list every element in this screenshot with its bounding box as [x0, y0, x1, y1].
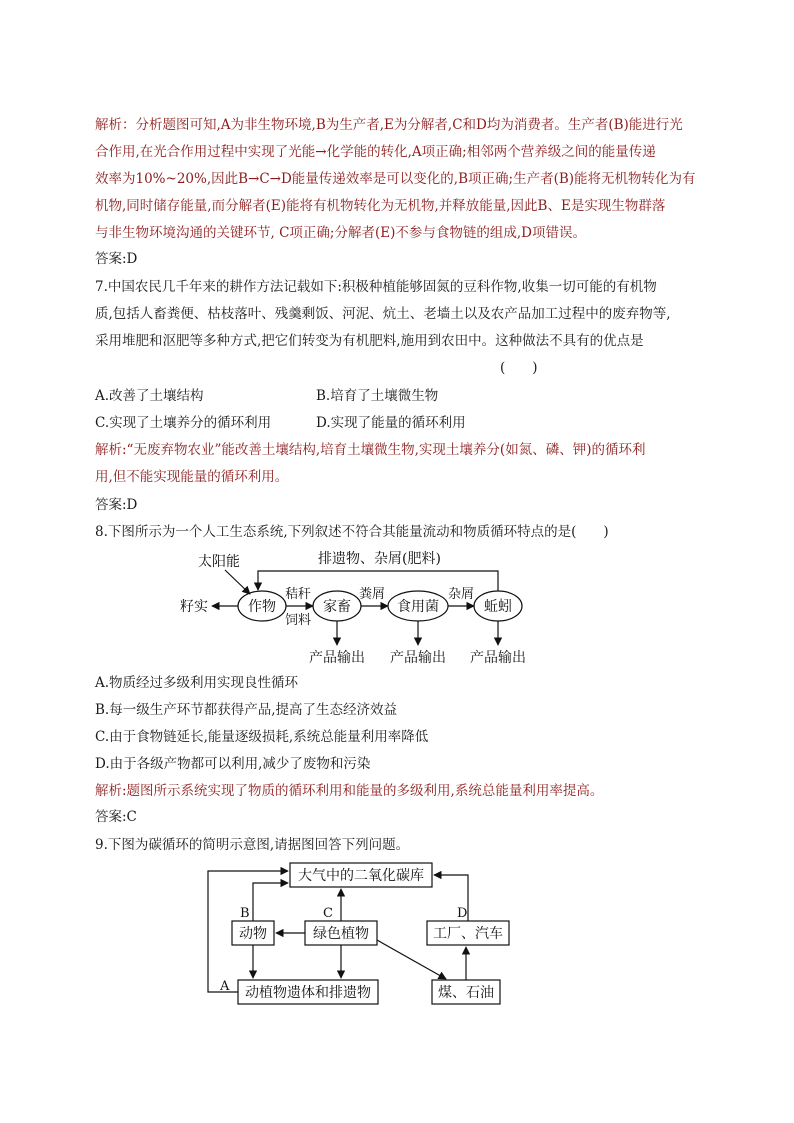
q7-stem-line: 7.中国农民几千年来的耕作方法记载如下:积极种植能够固氮的豆科作物,收集一切可能的有机物	[95, 279, 657, 295]
q7-analysis-line: 解析:“无废弃物农业”能改善土壤结构,培育土壤微生物,实现土壤养分(如氮、磷、钾)的循环利	[95, 442, 646, 458]
letter-d: D	[457, 906, 468, 921]
q6-analysis-line: 效率为10%~20%,因此B→C→D能量传递效率是可以变化的,B项正确;生产者(B)能将无机物转化为有	[95, 171, 696, 187]
q7-analysis-line: 用,但不能实现能量的循环利用。	[95, 469, 289, 485]
product-output-label: 产品输出	[309, 650, 365, 666]
product-output-label: 产品输出	[390, 650, 446, 666]
letter-b: B	[240, 906, 250, 921]
earthworm-label: 蚯蚓	[484, 599, 512, 615]
feed-label: 饲料	[284, 613, 312, 628]
q8-option-d: D.由于各级产物都可以利用,减少了废物和污染	[95, 756, 371, 772]
q6-answer: 答案:D	[95, 251, 138, 267]
q6-analysis-line: 解析：分析题图可知,A为非生物环境,B为生产者,E为分解者,C和D均为消费者。生产者(B)能进行光	[95, 117, 683, 133]
q8-option-b: B.每一级生产环节都获得产品,提高了生态经济效益	[95, 702, 398, 718]
scraps-label: 杂屑	[447, 587, 475, 602]
product-output-label: 产品输出	[470, 650, 526, 666]
q9-stem: 9.下图为碳循环的简明示意图,请据图回答下列问题。	[95, 837, 410, 853]
sun-label: 太阳能	[198, 554, 240, 570]
plant-label: 绿色植物	[313, 926, 369, 942]
q6-analysis-line: 机物,同时储存能量,而分解者(E)能将有机物转化为无机物,并释放能量,因此B、E是实现生物群落	[95, 198, 666, 214]
seed-label: 籽实	[180, 599, 208, 615]
straw-label: 秸秆	[284, 587, 312, 602]
q8-energy-flow-diagram	[170, 545, 550, 670]
q7-option-b: B.培育了土壤微生物	[316, 388, 439, 404]
q7-option-a: A.改善了土壤结构	[95, 388, 204, 404]
co2-pool-label: 大气中的二氧化碳库	[298, 868, 424, 884]
q7-option-c: C.实现了土壤养分的循环利用	[95, 415, 272, 431]
q8-option-c: C.由于食物链延长,能量逐级损耗,系统总能量利用率降低	[95, 729, 429, 745]
top-fertilizer-label: 排遗物、杂屑(肥料)	[318, 551, 441, 567]
q8-stem: 8.下图所示为一个人工生态系统,下列叙述不符合其能量流动和物质循环特点的是( )	[95, 524, 609, 540]
factory-label: 工厂、汽车	[433, 926, 503, 942]
q7-option-d: D.实现了能量的循环利用	[316, 415, 466, 431]
q9-carbon-cycle-diagram	[200, 858, 530, 1008]
coal-oil-label: 煤、石油	[438, 985, 494, 1001]
manure-label: 粪屑	[358, 587, 386, 602]
crop-label: 作物	[248, 599, 276, 615]
q7-stem-line: 采用堆肥和沤肥等多种方式,把它们转变为有机肥料,施用到农田中。这种做法不具有的优点是	[95, 333, 644, 349]
q8-answer: 答案:C	[95, 809, 137, 825]
letter-c: C	[323, 906, 333, 921]
q8-analysis: 解析:题图所示系统实现了物质的循环利用和能量的多级利用,系统总能量利用率提高。	[95, 783, 604, 799]
q7-stem-line: 质,包括人畜粪便、枯枝落叶、残羹剩饭、河泥、炕土、老墙土以及农产品加工过程中的废弃物等,	[95, 306, 671, 322]
animal-label: 动物	[239, 926, 267, 942]
sun-to-crop-arrow	[225, 570, 250, 594]
letter-a: A	[220, 979, 230, 994]
q6-analysis-line: 合作用,在光合作用过程中实现了光能→化学能的转化,A项正确;相邻两个营养级之间的能量传递	[95, 144, 656, 160]
q7-answer: 答案:D	[95, 497, 138, 513]
q7-answer-blank: ( )	[500, 360, 538, 376]
fungus-label: 食用菌	[397, 599, 439, 615]
plant-to-coal-arrow	[377, 940, 446, 979]
q8-option-a: A.物质经过多级利用实现良性循环	[95, 675, 299, 691]
remains-label: 动植物遗体和排遗物	[245, 985, 371, 1001]
livestock-label: 家畜	[323, 599, 351, 615]
arrow-b	[253, 883, 288, 921]
q6-analysis-line: 与非生物环境沟通的关键环节, C项正确;分解者(E)不参与食物链的组成,D项错误。	[95, 225, 586, 241]
